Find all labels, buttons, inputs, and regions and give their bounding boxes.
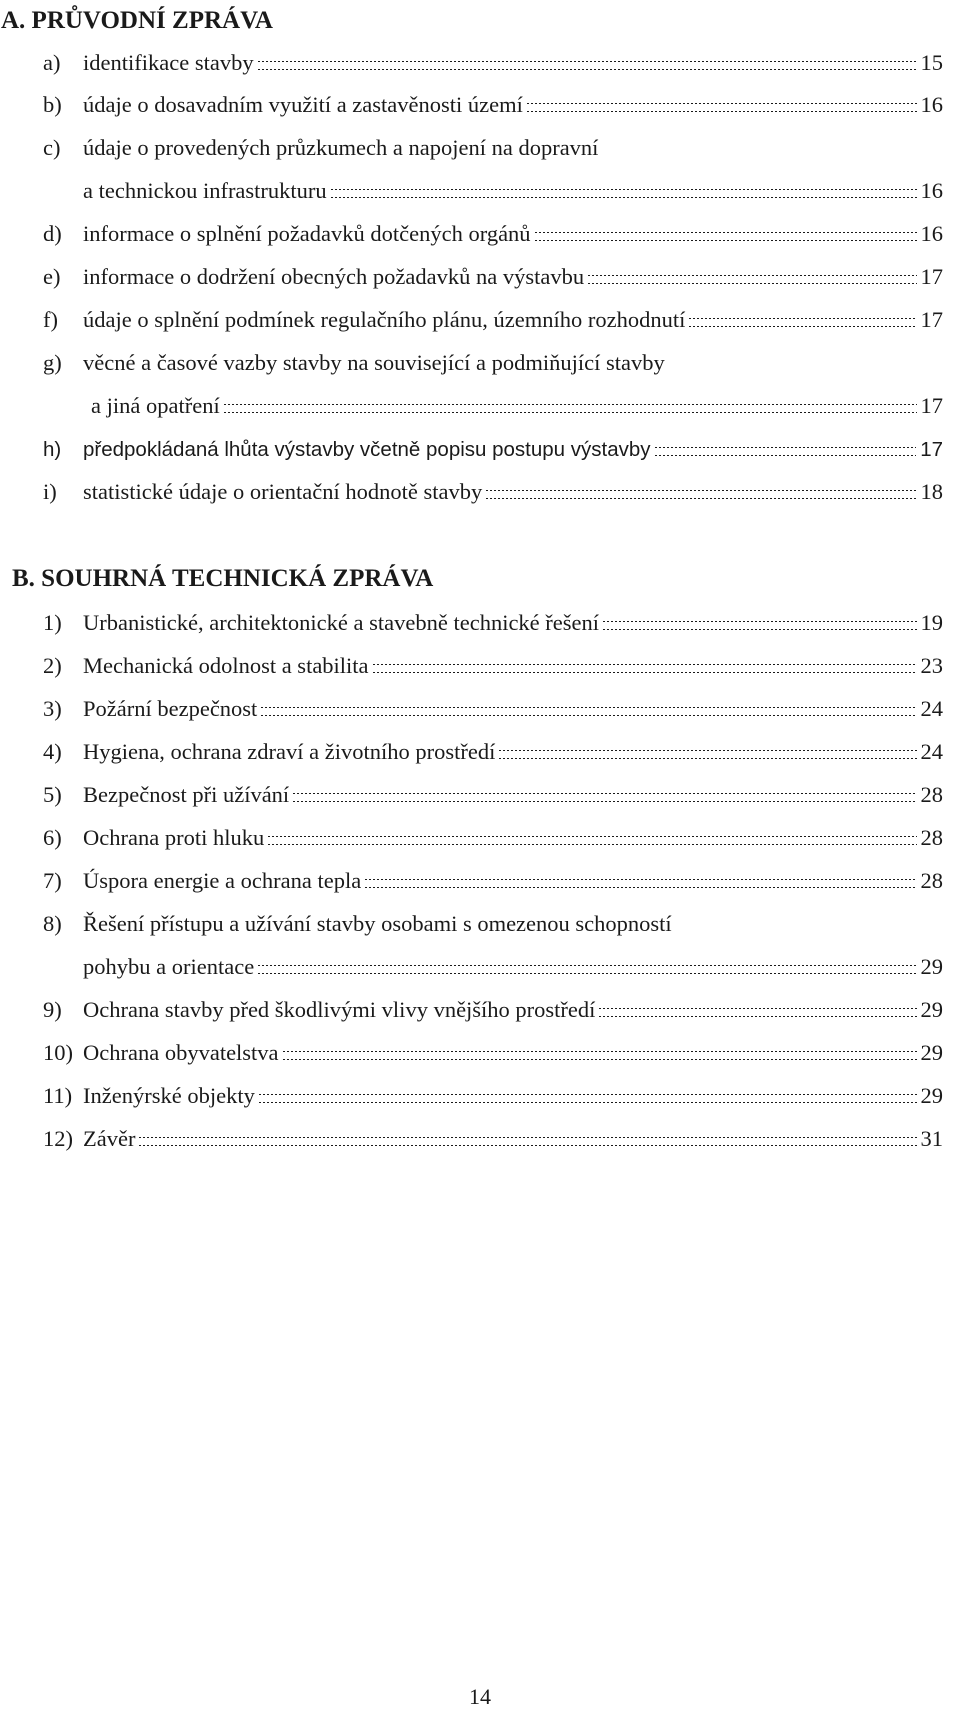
toc-entry[interactable] — [43, 340, 943, 374]
dot-leader — [365, 879, 916, 888]
dot-leader — [535, 232, 917, 241]
entry-mark: a) — [43, 49, 61, 75]
dot-leader — [293, 793, 916, 802]
entry-page: 19 — [920, 609, 943, 635]
entry-text: Řešení přístupu a užívání stavby osobami s omezenou schopností — [83, 910, 672, 936]
entry-page: 17 — [920, 437, 943, 461]
entry-text: Hygiena, ochrana zdraví a životního prostředí — [83, 738, 496, 764]
toc-entry[interactable] — [43, 772, 943, 806]
entry-page: 16 — [920, 91, 943, 117]
dot-leader — [258, 61, 917, 70]
toc-entry[interactable] — [43, 82, 943, 116]
entry-mark: 3) — [43, 695, 62, 721]
entry-mark: 7) — [43, 867, 62, 893]
entry-text: údaje o splnění podmínek regulačního plánu, územního rozhodnutí — [83, 306, 686, 332]
toc-entry-continuation[interactable] — [43, 168, 943, 202]
entry-text: Požární bezpečnost — [83, 695, 258, 721]
entry-text: Urbanistické, architektonické a stavebně technické řešení — [83, 609, 600, 635]
entry-text: předpokládaná lhůta výstavby včetně popisu postupu výstavby — [83, 437, 651, 461]
entry-page: 29 — [920, 996, 943, 1022]
toc-entry[interactable] — [43, 1116, 943, 1150]
entry-mark: 9) — [43, 996, 62, 1022]
toc-entry[interactable] — [43, 211, 943, 245]
entry-text: Závěr — [83, 1125, 136, 1151]
dot-leader — [486, 490, 916, 499]
entry-text: statistické údaje o orientační hodnotě stavby — [83, 478, 483, 504]
entry-mark: 2) — [43, 652, 62, 678]
entry-mark: g) — [43, 349, 62, 375]
entry-text: a technickou infrastrukturu — [83, 177, 327, 203]
toc-entry[interactable] — [43, 686, 943, 720]
entry-mark: h) — [43, 437, 62, 461]
entry-text: věcné a časové vazby stavby na související a podmiňující stavby — [83, 349, 665, 375]
entry-page: 28 — [920, 781, 943, 807]
dot-leader — [259, 1094, 917, 1103]
dot-leader — [527, 103, 917, 112]
entry-text: informace o dodržení obecných požadavků na výstavbu — [83, 263, 585, 289]
dot-leader — [224, 404, 917, 413]
toc-entry[interactable] — [43, 125, 943, 159]
entry-text: Ochrana stavby před škodlivými vlivy vnějšího prostředí — [83, 996, 596, 1022]
entry-text: Inženýrské objekty — [83, 1082, 255, 1108]
page-number: 14 — [469, 1684, 491, 1709]
entry-mark: 8) — [43, 910, 62, 936]
entry-page: 24 — [920, 738, 943, 764]
toc-entry[interactable] — [43, 643, 943, 677]
toc-entry-continuation[interactable] — [43, 944, 943, 978]
entry-page: 29 — [920, 1082, 943, 1108]
entry-text: a jiná opatření — [91, 392, 220, 418]
entry-page: 24 — [920, 695, 943, 721]
section-b-title: B. SOUHRNÁ TECHNICKÁ ZPRÁVA — [12, 565, 434, 592]
entry-text: Ochrana proti hluku — [83, 824, 265, 850]
dot-leader — [588, 275, 916, 284]
toc-entry[interactable] — [43, 426, 943, 460]
entry-text: Ochrana obyvatelstva — [83, 1039, 279, 1065]
dot-leader — [268, 836, 916, 845]
dot-leader — [689, 318, 916, 327]
dot-leader — [331, 189, 917, 198]
entry-mark: b) — [43, 91, 62, 117]
dot-leader — [139, 1137, 916, 1146]
entry-page: 17 — [920, 263, 943, 289]
toc-entry[interactable] — [43, 987, 943, 1021]
toc-entry[interactable] — [43, 901, 943, 935]
entry-mark: 4) — [43, 738, 62, 764]
entry-page: 16 — [920, 177, 943, 203]
dot-leader — [599, 1008, 916, 1017]
entry-text: Úspora energie a ochrana tepla — [83, 867, 362, 893]
toc-entry[interactable] — [43, 815, 943, 849]
entry-text: informace o splnění požadavků dotčených orgánů — [83, 220, 531, 246]
entry-text: pohybu a orientace — [83, 953, 255, 979]
entry-page: 16 — [920, 220, 943, 246]
section-a-title: A. PRŮVODNÍ ZPRÁVA — [1, 7, 273, 34]
toc-entry-continuation[interactable] — [43, 383, 943, 417]
dot-leader — [283, 1051, 917, 1060]
entry-mark: 11) — [43, 1082, 73, 1108]
entry-page: 15 — [920, 49, 943, 75]
toc-entry[interactable] — [43, 1030, 943, 1064]
entry-page: 28 — [920, 867, 943, 893]
entry-mark: 1) — [43, 609, 62, 635]
entry-page: 28 — [920, 824, 943, 850]
toc-entry[interactable] — [43, 858, 943, 892]
toc-entry[interactable] — [43, 729, 943, 763]
entry-page: 31 — [920, 1125, 943, 1151]
dot-leader — [373, 664, 917, 673]
toc-entry[interactable] — [43, 254, 943, 288]
dot-leader — [603, 621, 916, 630]
dot-leader — [258, 965, 916, 974]
entry-text: údaje o dosavadním využití a zastavěnosti území — [83, 91, 523, 117]
toc-entry[interactable] — [43, 297, 943, 331]
dot-leader — [655, 447, 917, 456]
entry-page: 29 — [920, 953, 943, 979]
entry-mark: d) — [43, 220, 62, 246]
entry-page: 17 — [920, 392, 943, 418]
entry-page: 29 — [920, 1039, 943, 1065]
entry-mark: c) — [43, 134, 61, 160]
toc-entry[interactable] — [43, 469, 943, 503]
entry-mark: i) — [43, 478, 57, 504]
entry-mark: 12) — [43, 1125, 73, 1151]
entry-page: 23 — [920, 652, 943, 678]
entry-text: Bezpečnost při užívání — [83, 781, 290, 807]
entry-page: 17 — [920, 306, 943, 332]
entry-text: údaje o provedených průzkumech a napojení na dopravní — [83, 134, 599, 160]
entry-mark: f) — [43, 306, 58, 332]
entry-mark: 10) — [43, 1039, 73, 1065]
toc-entry[interactable] — [43, 40, 943, 74]
entry-text: identifikace stavby — [83, 49, 254, 75]
toc-entry[interactable] — [43, 1073, 943, 1107]
entry-mark: e) — [43, 263, 61, 289]
dot-leader — [499, 750, 916, 759]
entry-mark: 5) — [43, 781, 62, 807]
toc-entry[interactable] — [43, 600, 943, 634]
entry-mark: 6) — [43, 824, 62, 850]
entry-page: 18 — [920, 478, 943, 504]
dot-leader — [261, 707, 916, 716]
entry-text: Mechanická odolnost a stabilita — [83, 652, 369, 678]
